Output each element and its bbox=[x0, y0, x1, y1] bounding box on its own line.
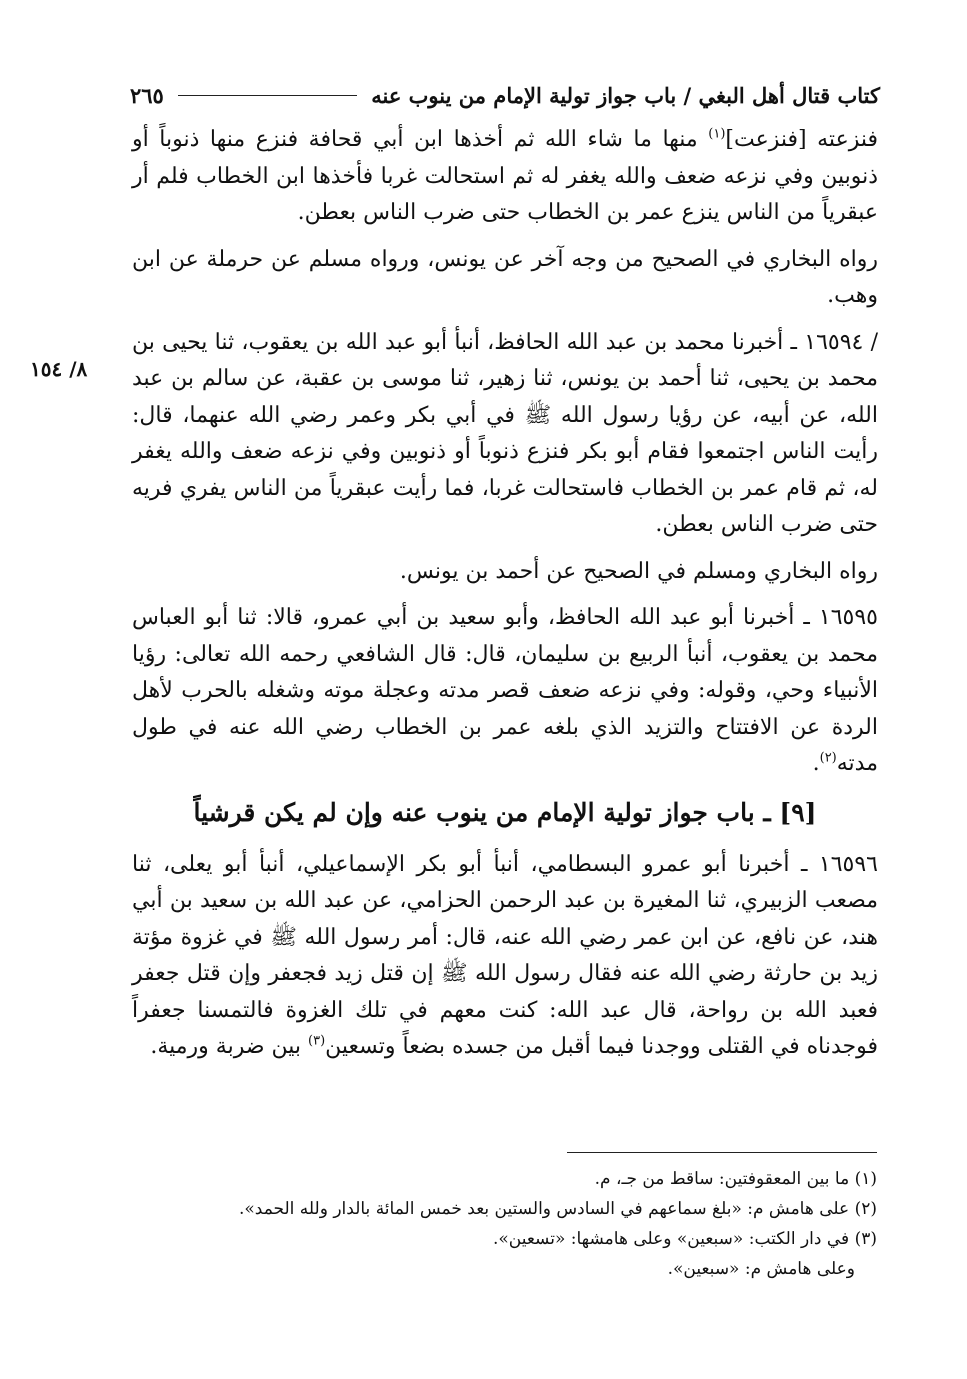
page-header bbox=[130, 78, 880, 112]
paragraph: رواه البخاري في الصحيح من وجه آخر عن يونس، ورواه مسلم عن حرملة عن ابن وهب. bbox=[132, 246, 878, 308]
footnote-marker: (١) bbox=[708, 126, 726, 142]
footnote: (٢) على هامش م: «بلغ سماعهم في السادس والستين بعد خمس المائة بالدار ولله الحمد». bbox=[238, 1199, 877, 1219]
page-number: ٢٦٥ bbox=[130, 82, 164, 108]
paragraph: فنزعته [فنزعت]$^{(١)}$ منها ما شاء الله ثم أخذها ابن أبي قحافة فنزع منها ذنوباً أو ذنوبين وفي نزعه ضعف والله يغفر له ثم استحالت غربا فأخذها ابن الخطاب فلم أر عبقرياً من الناس ينزع عمر بن الخطاب حتى ضرب الناس بعطن. bbox=[132, 126, 878, 225]
running-title: كتاب قتال أهل البغي / باب جواز تولية الإمام من ينوب عنه bbox=[371, 82, 880, 108]
header-rule bbox=[178, 95, 357, 96]
paragraph: رواه البخاري ومسلم في الصحيح عن أحمد بن يونس. bbox=[399, 558, 878, 584]
chapter-title: [٩] ـ باب جواز تولية الإمام من ينوب عنه وإن لم يكن قرشياً bbox=[193, 797, 817, 827]
footnote: (٣) في دار الكتب: «سبعين» وعلى هامشها: «تسعين». bbox=[492, 1229, 877, 1249]
footnote-rule bbox=[567, 1152, 877, 1153]
footnote-continuation: وعلى هامش م: «سبعين». bbox=[667, 1259, 855, 1279]
footnote: (١) ما بين المعقوفتين: ساقط من جـ، م. bbox=[594, 1169, 877, 1189]
paragraph: ١٦٥٩٥ ـ أخبرنا أبو عبد الله الحافظ، وأبو سعيد بن أبي عمرو، قالا: ثنا أبو العباس محمد بن يعقوب، أنبأ الربيع بن سليمان، قال: قال الشافعي رحمه الله تعالى: رؤيا الأنبياء وحي، وقوله: وفي نزعه ضعف قصر مدته وعجلة موته وشغله بالحرب لأهل الردة عن الافتتاح والتزيد الذي بلغه عمر بن الخطاب رضي الله عنه في طول مدته$^{(٢)}$. bbox=[132, 605, 878, 776]
margin-reference: ٨/ ١٥٤ bbox=[30, 357, 88, 381]
paragraph: ١٦٥٩٦ ـ أخبرنا أبو عمرو البسطامي، أنبأ أبو بكر الإسماعيلي، أنبأ أبو يعلى، ثنا مصعب الزبيري، ثنا المغيرة بن عبد الرحمن الحزامي، عن عبد الله بن سعيد بن أبي هند، عن نافع، عن ابن عمر رضي الله عنه، قال: أمر رسول الله ﷺ في غزوة مؤتة زيد بن حارثة رضي الله عنه فقال رسول الله ﷺ إن قتل زيد فجعفر وإن قتل جعفر فعبد الله بن رواحة، قال عبد الله: كنت معهم في تلك الغزوة فالتمسنا جعفراً فوجدناه في القتلى ووجدنا فيما أقبل من جسده بضعاً وتسعين$^{(٣)}$ بين ضربة ورمية. bbox=[132, 851, 878, 1059]
footnotes bbox=[117, 1164, 877, 1284]
footnote-marker: (٢) bbox=[819, 750, 837, 766]
footnote-marker: (٣) bbox=[308, 1033, 326, 1049]
main-text bbox=[132, 122, 878, 1076]
paragraph: / ١٦٥٩٤ ـ أخبرنا محمد بن عبد الله الحافظ، أنبأ أبو عبد الله بن يعقوب، ثنا يحيى بن محمد بن يحيى، ثنا أحمد بن يونس، ثنا زهير، ثنا موسى بن عقبة، عن سالم بن عبد الله، عن أبيه، عن رؤيا رسول الله ﷺ في أبي بكر وعمر رضي الله عنهما، قال: رأيت الناس اجتمعوا فقام أبو بكر فنزع ذنوباً أو ذنوبين وفي نزعه ضعف والله يغفر له، ثم قام عمر بن الخطاب فاستحالت غربا، فما رأيت عبقرياً من الناس يفري فريه حتى ضرب الناس بعطن. bbox=[132, 329, 879, 537]
